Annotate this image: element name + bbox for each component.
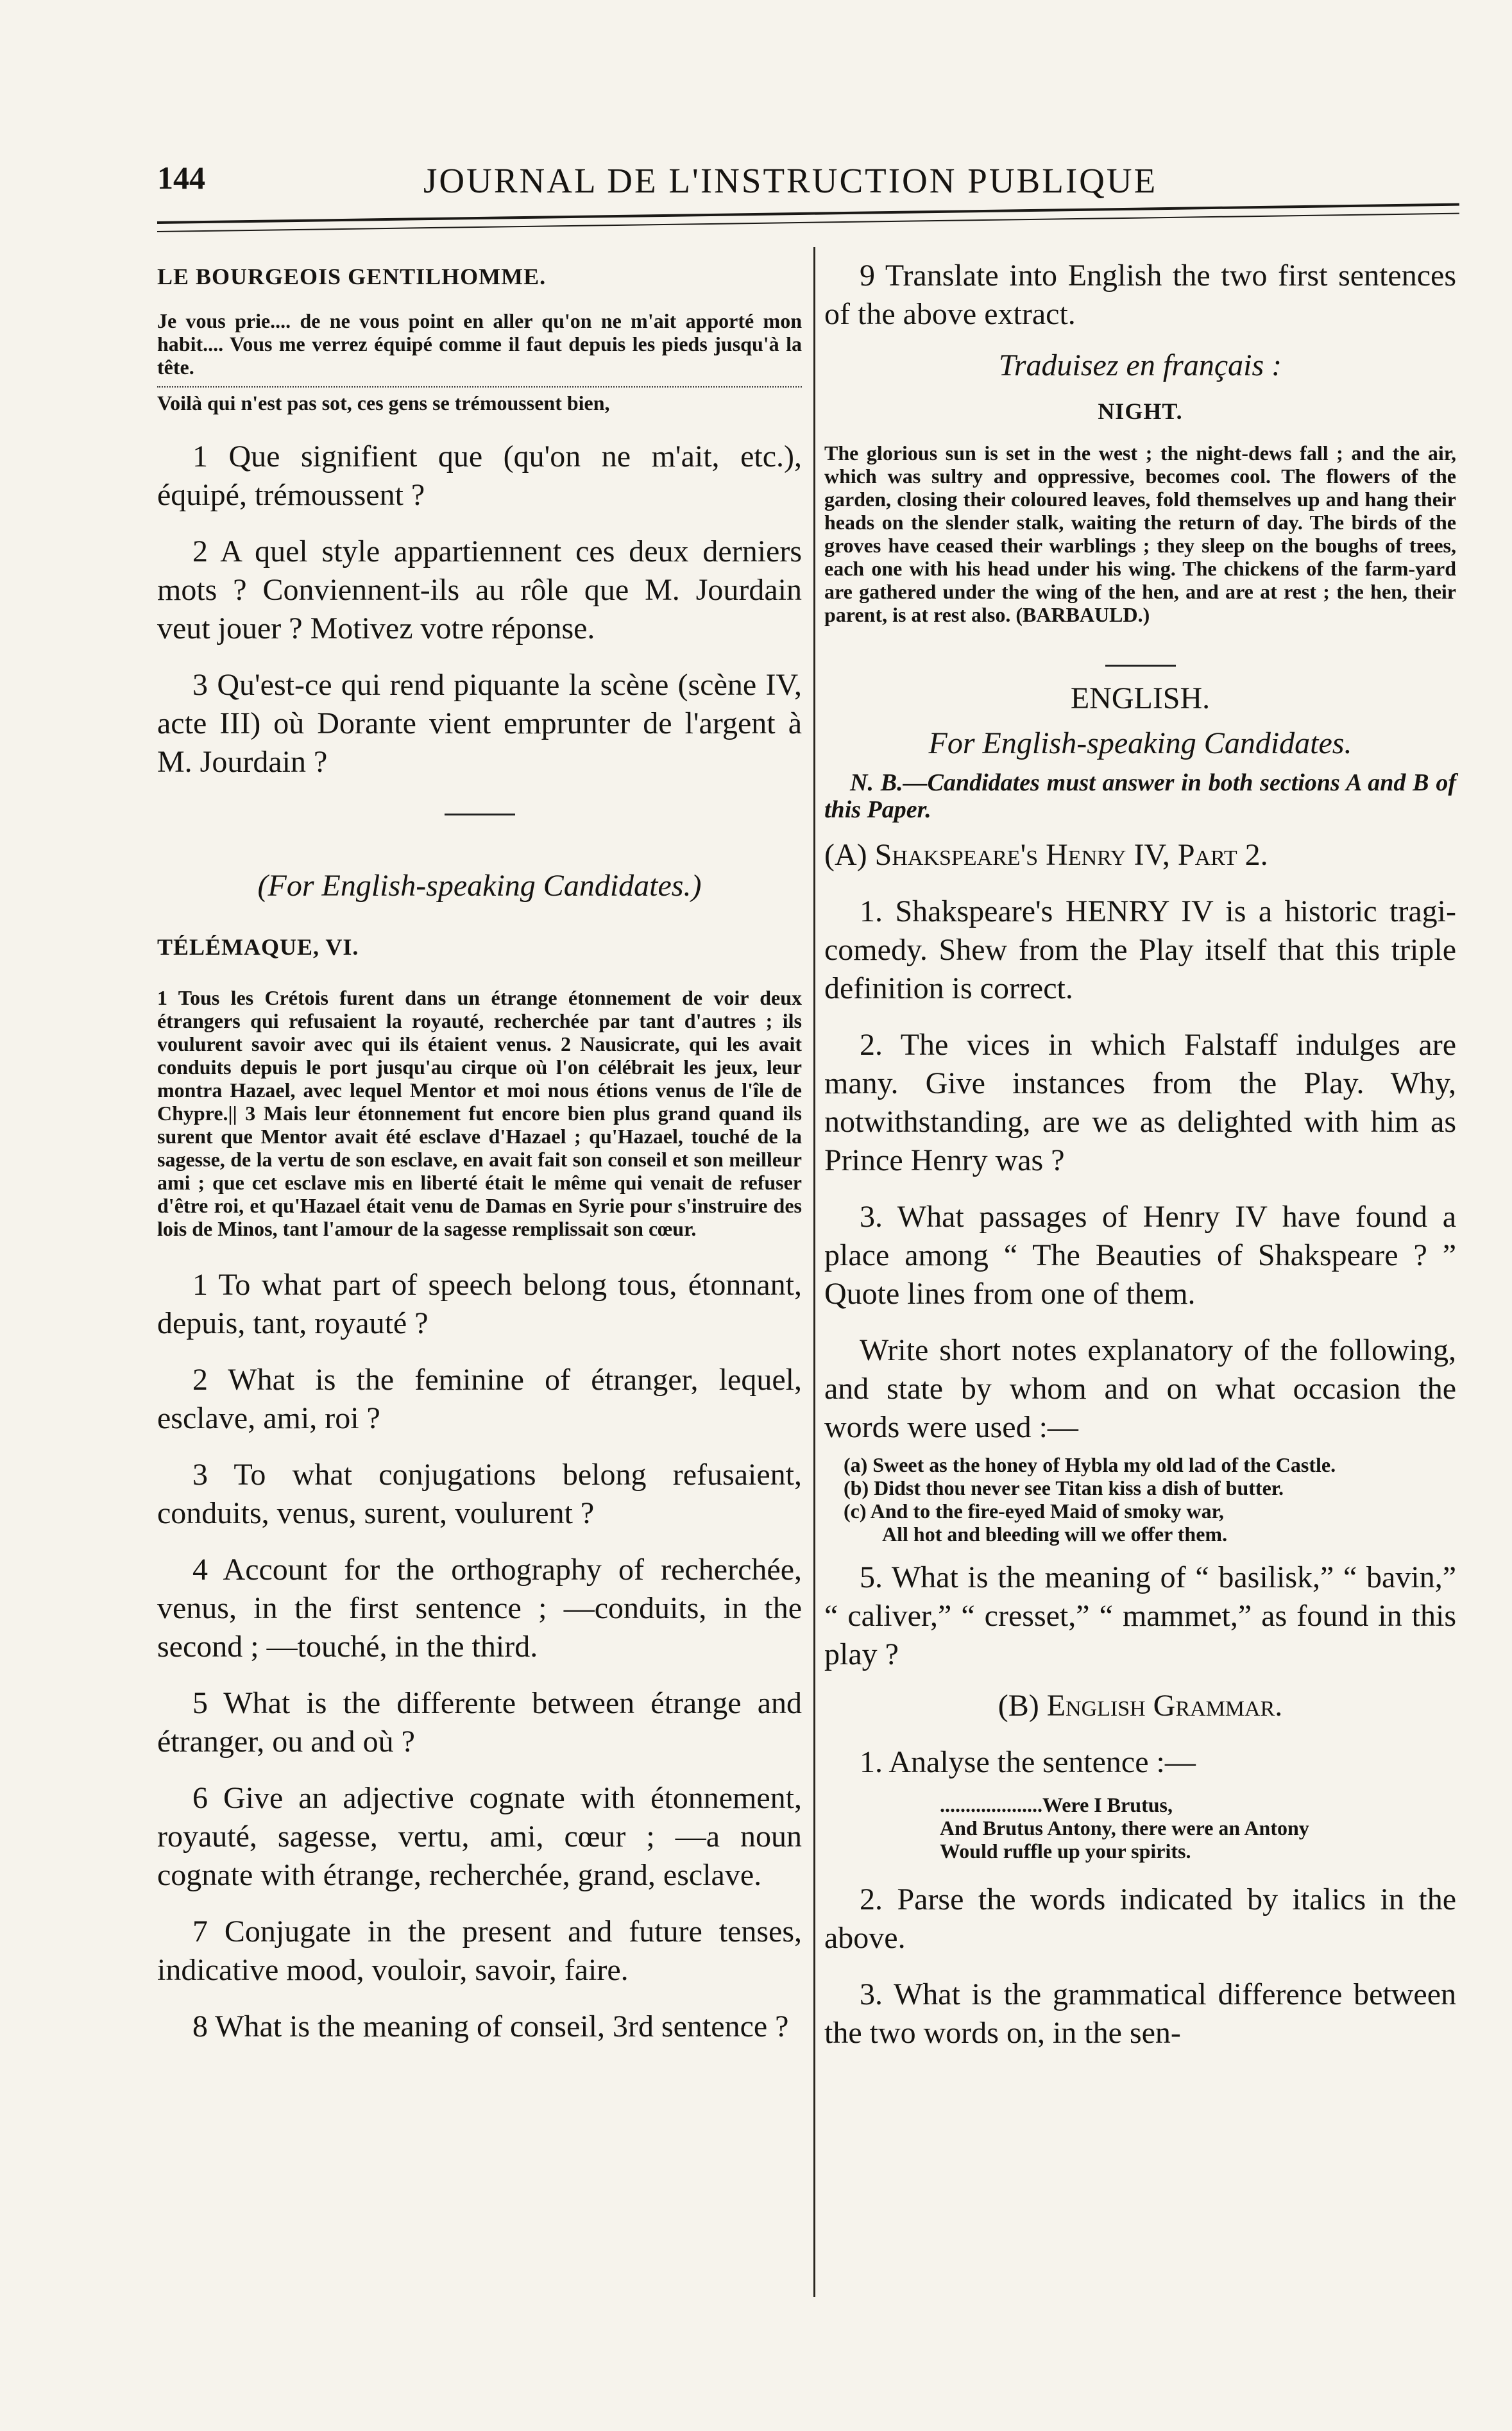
- header-rule-thin: [157, 213, 1459, 232]
- question-bourgeois-3: 3 Qu'est-ce qui rend piquante la scène (scène IV, acte III) où Dorante vient emprunter de l'argent à M. Jourdain ?: [157, 668, 802, 779]
- telemaque-question-3: 3 To what conjugations belong refusaient, conduits, venus, surent, voulurent ?: [157, 1458, 802, 1530]
- page-number: 144: [157, 160, 205, 196]
- section-a-question-2: 2. The vices in which Falstaff indulges are many. Give instances from the Play. Why, notwithstanding, are we as delighted with him as Prince Henry was ?: [824, 1028, 1456, 1177]
- brutus-quote-line-3: Would ruffle up your spirits.: [940, 1839, 1191, 1863]
- section-b-question-2: 2. Parse the words indicated by italics in the above.: [824, 1882, 1456, 1955]
- traduisez-heading: Traduisez en français :: [998, 348, 1282, 382]
- section-a-question-3: 3. What passages of Henry IV have found a place among “ The Beauties of Shakspeare ? ” Quote lines from one of them.: [824, 1200, 1456, 1311]
- section-a-question-5: 5. What is the meaning of “ basilisk,” “ bavin,” “ caliver,” “ cresset,” “ mammet,” as found in this play ?: [824, 1560, 1456, 1671]
- night-passage: The glorious sun is set in the west ; the night-dews fall ; and the air, which was sultry and oppressive, becomes cool. The flowers of the garden, closing their coloured leaves, fold themselves up and hang their heads on the slender stalk, waiting the return of day. The birds of the groves have ceased their warblings ; they sleep on the boughs of trees, each one with his head under his wing. The chickens of the farm-yard are gathered under the wing of the hen, and are at rest ; the hen, their parent, is at rest also. (BARBAULD.): [824, 441, 1456, 626]
- section-divider: [445, 814, 515, 815]
- question-bourgeois-1: 1 Que signifient que (qu'on ne m'ait, etc.), équipé, trémoussent ?: [157, 439, 802, 512]
- telemaque-question-9: 9 Translate into English the two first sentences of the above extract.: [824, 259, 1456, 331]
- bourgeois-title: LE BOURGEOIS GENTILHOMME.: [157, 264, 547, 289]
- section-a-heading: (A) Shakspeare's Henry IV, Part 2.: [824, 838, 1268, 872]
- telemaque-title: TÉLÉMAQUE, VI.: [157, 934, 359, 960]
- brutus-quote-line-2: And Brutus Antony, there were an Antony: [940, 1816, 1309, 1839]
- telemaque-question-8: 8 What is the meaning of conseil, 3rd sentence ?: [192, 2009, 789, 2043]
- bourgeois-quote-2: Voilà qui n'est pas sot, ces gens se trémoussent bien,: [157, 391, 610, 414]
- right-column: [824, 257, 1456, 2052]
- section-b-question-1: 1. Analyse the sentence :—: [860, 1745, 1196, 1779]
- telemaque-question-7: 7 Conjugate in the present and future tenses, indicative mood, vouloir, savoir, faire.: [157, 1915, 802, 1987]
- section-a-question-4: Write short notes explanatory of the following, and state by whom and on what occasion the words were used :—: [824, 1333, 1456, 1444]
- section-b-question-3: 3. What is the grammatical difference between the two words on, in the sen-: [824, 1977, 1456, 2050]
- question-bourgeois-2: 2 A quel style appartiennent ces deux derniers mots ? Conviennent-ils au rôle que M. Jourdain veut jouer ? Motivez votre réponse.: [157, 534, 802, 645]
- for-english-speaking-candidates: (For English-speaking Candidates.): [257, 869, 702, 903]
- column-separator: [813, 247, 815, 2297]
- telemaque-question-5: 5 What is the differente between étrange and étranger, ou and où ?: [157, 1686, 802, 1759]
- telemaque-question-2: 2 What is the feminine of étranger, lequel, esclave, ami, roi ?: [157, 1363, 802, 1435]
- quote-b: (b) Didst thou never see Titan kiss a dish of butter.: [844, 1476, 1284, 1499]
- nb-note: N. B.—Candidates must answer in both sections A and B of this Paper.: [824, 769, 1456, 823]
- left-column: [157, 257, 802, 2046]
- telemaque-passage: 1 Tous les Crétois furent dans un étrange étonnement de voir deux étrangers qui refusaient la royauté, recherchée par tant d'autres ; ils voulurent savoir avec qui ils étaient venus. 2 Nausicrate, qui les avait conduits depuis le port jusqu'au cirque où l'on célébrait les jeux, leur montra Hazael, avec lequel Mentor et moi nous étions venus de l'île de Chypre.|| 3 Mais leur étonnement fut encore bien plus grand quand ils surent que Mentor avait été esclave d'Hazael ; qu'Hazael, touché de la sagesse, de la vertu de son esclave, en avait fait son conseil et son meilleur ami ; que cet esclave mis en liberté était le même qui venait de refuser d'être roi, et qu'Hazael était venu de Damas en Syrie pour s'instruire des lois de Minos, tant l'amour de la sagesse remplissait son cœur.: [157, 986, 802, 1240]
- night-title: NIGHT.: [1098, 398, 1183, 424]
- telemaque-question-1: 1 To what part of speech belong tous, étonnant, depuis, tant, royauté ?: [157, 1268, 802, 1340]
- telemaque-question-4: 4 Account for the orthography of recherchée, venus, in the first sentence ; —conduits, in the second ; —touché, in the third.: [157, 1553, 802, 1664]
- dotted-separator: [157, 386, 802, 388]
- bourgeois-quote-1: Je vous prie.... de ne vous point en aller qu'on ne m'ait apporté mon habit.... Vous me verrez équipé comme il faut depuis les pieds jusqu'à la tête.: [157, 309, 802, 379]
- quote-c: (c) And to the fire-eyed Maid of smoky war,: [844, 1499, 1224, 1523]
- quote-c-line-2: All hot and bleeding will we offer them.: [882, 1523, 1228, 1546]
- for-english-speaking-candidates-2: For English-speaking Candidates.: [928, 726, 1352, 760]
- english-title: ENGLISH.: [1070, 681, 1210, 715]
- page-header: [0, 154, 1512, 212]
- journal-title: JOURNAL DE L'INSTRUCTION PUBLIQUE: [423, 161, 1158, 200]
- section-divider-2: [1105, 665, 1176, 667]
- telemaque-question-6: 6 Give an adjective cognate with étonnement, royauté, sagesse, vertu, ami, cœur ; —a noun cognate with étrange, recherchée, grand, esclave.: [157, 1781, 802, 1892]
- quote-a: (a) Sweet as the honey of Hybla my old lad of the Castle.: [844, 1453, 1336, 1476]
- brutus-quote-line-1: ....................Were I Brutus,: [940, 1793, 1173, 1816]
- section-a-question-1: 1. Shakspeare's HENRY IV is a historic tragi-comedy. Shew from the Play itself that this triple definition is correct.: [824, 894, 1456, 1005]
- section-b-heading: (B) English Grammar.: [998, 1689, 1283, 1723]
